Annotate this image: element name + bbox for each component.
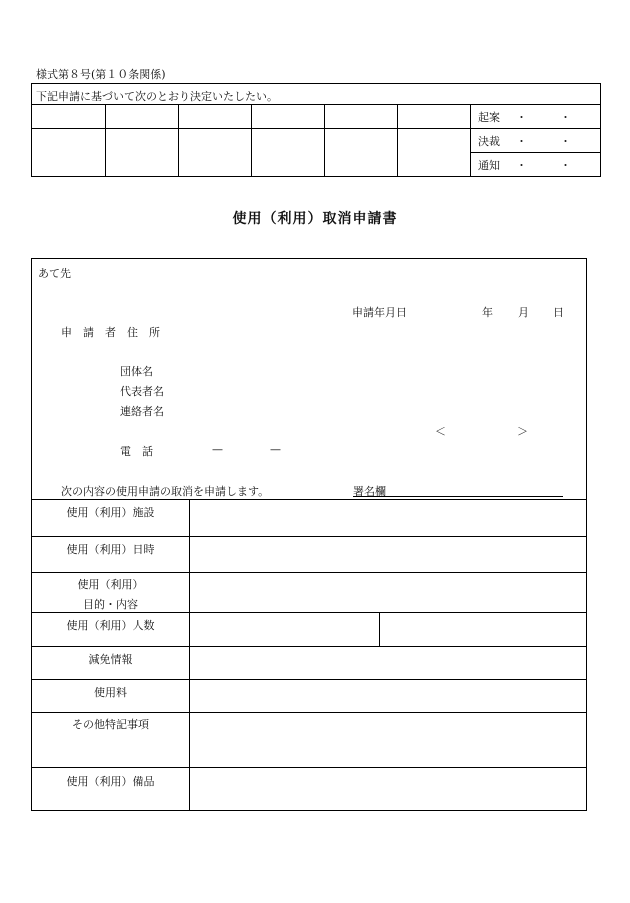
contact-person-label: 連絡者名 <box>120 405 164 418</box>
approval-table <box>31 83 601 177</box>
year-label[interactable]: 年 <box>482 306 493 319</box>
stamp-label-tsuchi: 通知 <box>478 159 500 172</box>
approval-header <box>32 84 600 105</box>
addressee-label: あて先 <box>38 267 71 280</box>
representative-label: 代表者名 <box>120 385 164 398</box>
row-purpose-label-1: 使用（利用） <box>77 578 144 591</box>
row-equipment-label: 使用（利用）備品 <box>66 775 155 788</box>
row-exemption-label: 減免情報 <box>88 653 133 666</box>
bracket-open: ＜ <box>435 425 446 438</box>
row-people-label: 使用（利用）人数 <box>66 619 155 632</box>
application-date-label: 申請年月日 <box>352 306 407 319</box>
stamp-dot: ・ <box>560 111 571 124</box>
people-field-2[interactable] <box>380 613 586 646</box>
phone-dash: — <box>270 443 281 456</box>
stamp-label-kessai: 決裁 <box>478 135 500 148</box>
phone-dash: — <box>212 443 223 456</box>
statement-text: 次の内容の使用申請の取消を申請します。 <box>61 485 270 498</box>
signature-label: 署名欄 <box>353 485 386 498</box>
stamp-dot: ・ <box>560 135 571 148</box>
datetime-field[interactable] <box>190 537 586 572</box>
stamp-dot: ・ <box>516 135 527 148</box>
row-datetime-label: 使用（利用）日時 <box>66 543 155 556</box>
signature-line[interactable] <box>353 496 563 497</box>
bracket-close: ＞ <box>517 425 528 438</box>
purpose-field[interactable] <box>190 573 586 612</box>
people-field-1[interactable] <box>190 613 379 646</box>
row-fee-label: 使用料 <box>94 686 127 699</box>
stamp-label-kian: 起案 <box>478 111 500 124</box>
month-label[interactable]: 月 <box>518 306 529 319</box>
row-other-label: その他特記事項 <box>72 718 149 731</box>
applicant-address-label: 申 請 者 住 所 <box>61 326 160 339</box>
stamp-dot: ・ <box>516 111 527 124</box>
form-number: 様式第８号(第１０条関係) <box>36 68 166 81</box>
stamp-dot: ・ <box>516 159 527 172</box>
approval-header-text: 下記申請に基づいて次のとおり決定いたしたい。 <box>36 90 278 103</box>
stamp-dot: ・ <box>560 159 571 172</box>
fee-field[interactable] <box>190 680 586 712</box>
exemption-field[interactable] <box>190 647 586 679</box>
phone-label: 電 話 <box>120 445 153 458</box>
org-name-label: 団体名 <box>120 365 153 378</box>
row-purpose-label-2: 目的・内容 <box>83 598 138 611</box>
other-field[interactable] <box>190 713 586 767</box>
cancellation-form <box>31 258 587 811</box>
equipment-field[interactable] <box>190 769 586 810</box>
day-label[interactable]: 日 <box>553 306 564 319</box>
facility-field[interactable] <box>190 500 586 536</box>
page-title: 使用（利用）取消申請書 <box>232 211 398 227</box>
row-facility-label: 使用（利用）施設 <box>66 506 155 519</box>
